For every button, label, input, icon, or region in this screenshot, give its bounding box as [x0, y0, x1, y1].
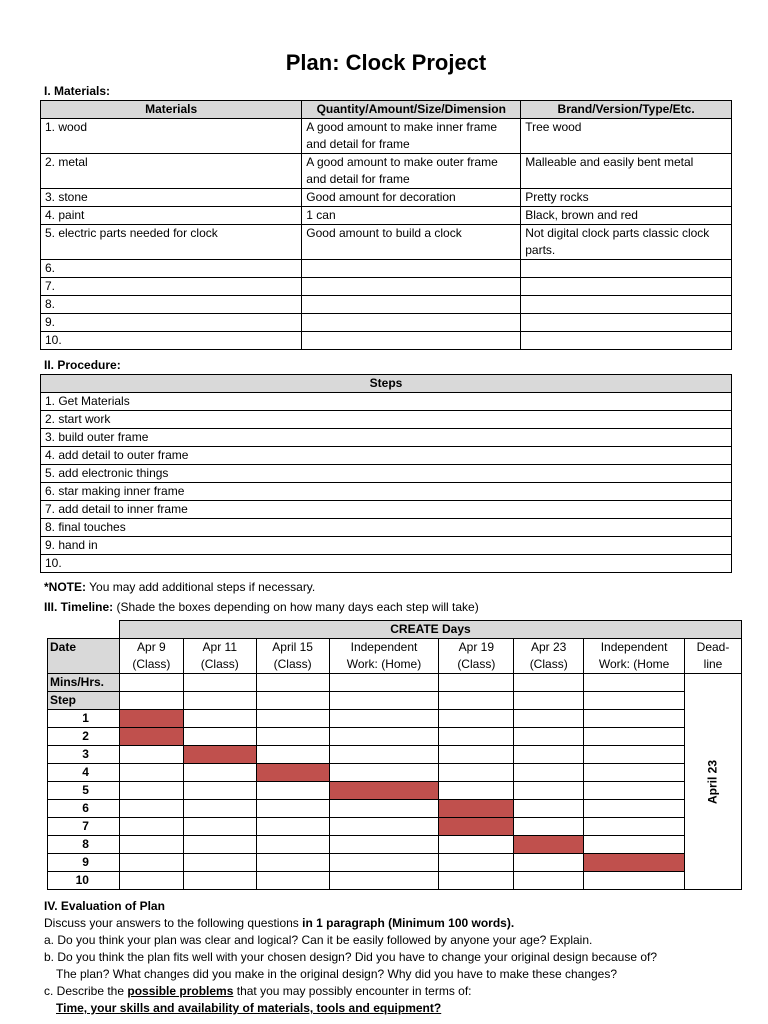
timeline-step-number: 10	[48, 872, 120, 890]
timeline-corner-cell	[48, 621, 120, 639]
materials-cell-brand	[521, 296, 732, 314]
timeline-cell	[584, 746, 685, 764]
timeline-cell	[183, 854, 256, 872]
timeline-shaded-cell	[183, 746, 256, 764]
timeline-cell	[256, 800, 329, 818]
materials-cell-brand: Black, brown and red	[521, 207, 732, 225]
timeline-cell	[183, 782, 256, 800]
materials-cell-brand: Not digital clock parts classic clock parts.	[521, 225, 732, 260]
timeline-step-row	[48, 782, 742, 800]
timeline-step-number: 8	[48, 836, 120, 854]
materials-cell-material: 8.	[41, 296, 302, 314]
materials-row	[41, 314, 732, 332]
timeline-cell	[514, 854, 584, 872]
timeline-cell	[439, 872, 514, 890]
timeline-step-number: 3	[48, 746, 120, 764]
timeline-cell	[329, 674, 439, 692]
evaluation-intro-text: Discuss your answers to the following questions	[44, 916, 303, 930]
procedure-table	[40, 374, 732, 573]
timeline-cell	[256, 710, 329, 728]
date-label: Date	[48, 639, 120, 674]
materials-row	[41, 296, 732, 314]
timeline-cell	[514, 692, 584, 710]
timeline-cell	[329, 692, 439, 710]
create-days-header: CREATE Days	[119, 621, 741, 639]
timeline-cell	[256, 854, 329, 872]
timeline-cell	[584, 764, 685, 782]
timeline-cell	[119, 692, 183, 710]
materials-cell-material: 10.	[41, 332, 302, 350]
timeline-cell	[439, 692, 514, 710]
timeline-heading-instruction: (Shade the boxes depending on how many days each step will take)	[113, 600, 479, 614]
timeline-cell	[119, 818, 183, 836]
timeline-cell	[183, 710, 256, 728]
timeline-step-number: 2	[48, 728, 120, 746]
date-column-line2: (Class)	[273, 657, 312, 671]
timeline-cell	[183, 872, 256, 890]
timeline-table	[47, 620, 742, 890]
timeline-cell	[439, 782, 514, 800]
procedure-heading: II. Procedure:	[44, 358, 121, 372]
timeline-cell	[514, 782, 584, 800]
timeline-cell	[119, 782, 183, 800]
procedure-row	[41, 393, 732, 411]
timeline-cell	[256, 782, 329, 800]
evaluation-section	[44, 898, 732, 1017]
procedure-row	[41, 501, 732, 519]
materials-cell-brand	[521, 332, 732, 350]
timeline-cell	[514, 674, 584, 692]
timeline-cell	[256, 836, 329, 854]
timeline-cell	[183, 836, 256, 854]
document-page	[40, 48, 732, 1017]
date-column-header	[183, 639, 256, 674]
materials-cell-quantity	[302, 314, 521, 332]
date-column-header	[439, 639, 514, 674]
timeline-shaded-cell	[119, 728, 183, 746]
timeline-cell	[514, 746, 584, 764]
timeline-cell	[514, 764, 584, 782]
date-column-header	[584, 639, 685, 674]
timeline-shaded-cell	[329, 782, 439, 800]
procedure-row	[41, 411, 732, 429]
timeline-step-row	[48, 728, 742, 746]
date-column-line2: Work: (Home	[598, 657, 670, 671]
timeline-cell	[584, 872, 685, 890]
procedure-step: 5. add electronic things	[41, 465, 732, 483]
timeline-cell	[256, 692, 329, 710]
timeline-cell	[119, 836, 183, 854]
question-b: b. Do you think the plan fits well with your chosen design? Did you have to change your original design because of?	[44, 950, 658, 964]
procedure-row	[41, 483, 732, 501]
timeline-cell	[329, 854, 439, 872]
materials-cell-brand	[521, 260, 732, 278]
timeline-shaded-cell	[256, 764, 329, 782]
timeline-cell	[329, 818, 439, 836]
timeline-step-row	[48, 836, 742, 854]
materials-cell-quantity	[302, 296, 521, 314]
timeline-cell	[329, 872, 439, 890]
date-column-header	[329, 639, 439, 674]
date-column-header	[256, 639, 329, 674]
materials-cell-material: 7.	[41, 278, 302, 296]
timeline-cell	[256, 728, 329, 746]
timeline-cell	[439, 854, 514, 872]
date-column-line1: Apr 23	[531, 640, 567, 654]
timeline-cell	[439, 746, 514, 764]
timeline-shaded-cell	[514, 836, 584, 854]
procedure-step: 8. final touches	[41, 519, 732, 537]
timeline-cell	[119, 800, 183, 818]
procedure-row	[41, 465, 732, 483]
deadline-line1: Dead-	[696, 640, 730, 654]
deadline-line2: line	[703, 657, 723, 671]
timeline-date-row	[48, 639, 742, 674]
materials-cell-quantity	[302, 332, 521, 350]
materials-row	[41, 225, 732, 260]
question-a: a. Do you think your plan was clear and logical? Can it be easily followed by anyone your age? Explain.	[44, 933, 593, 947]
date-column-line2: (Class)	[132, 657, 171, 671]
timeline-step-row	[48, 710, 742, 728]
materials-row	[41, 332, 732, 350]
materials-cell-quantity	[302, 278, 521, 296]
timeline-cell	[119, 764, 183, 782]
question-c-continued: Time, your skills and availability of materials, tools and equipment?	[56, 1001, 442, 1015]
materials-row	[41, 154, 732, 189]
materials-cell-brand	[521, 314, 732, 332]
procedure-step: 7. add detail to inner frame	[41, 501, 732, 519]
timeline-cell	[183, 800, 256, 818]
procedure-step: 3. build outer frame	[41, 429, 732, 447]
procedure-row	[41, 447, 732, 465]
materials-table	[40, 100, 732, 350]
timeline-step-number: 7	[48, 818, 120, 836]
timeline-table-body	[48, 621, 742, 890]
timeline-cell	[584, 818, 685, 836]
date-column-line2: (Class)	[200, 657, 239, 671]
materials-cell-material: 6.	[41, 260, 302, 278]
materials-row	[41, 207, 732, 225]
timeline-cell	[183, 764, 256, 782]
date-column-line2: (Class)	[529, 657, 568, 671]
note-text: You may add additional steps if necessary.	[86, 580, 316, 594]
materials-cell-quantity	[302, 260, 521, 278]
timeline-step-row	[48, 746, 742, 764]
timeline-step-number: 6	[48, 800, 120, 818]
procedure-row	[41, 537, 732, 555]
timeline-cell	[584, 800, 685, 818]
deadline-cell	[685, 674, 742, 890]
timeline-step-row	[48, 854, 742, 872]
date-column-line1: Apr 9	[137, 640, 166, 654]
materials-cell-quantity: Good amount to build a clock	[302, 225, 521, 260]
timeline-shaded-cell	[584, 854, 685, 872]
timeline-cell	[584, 674, 685, 692]
note	[44, 580, 732, 594]
timeline-cell	[183, 674, 256, 692]
procedure-row	[41, 519, 732, 537]
timeline-mins-row	[48, 674, 742, 692]
question-c-text-end: that you may possibly encounter in terms of:	[233, 984, 472, 998]
timeline-cell	[183, 818, 256, 836]
date-column-line1: Independent	[350, 640, 418, 654]
timeline-step-row	[48, 800, 742, 818]
timeline-step-row	[48, 872, 742, 890]
timeline-step-label-row	[48, 692, 742, 710]
deadline-column-header	[685, 639, 742, 674]
timeline-cell	[584, 782, 685, 800]
timeline-cell	[584, 836, 685, 854]
timeline-cell	[329, 710, 439, 728]
timeline-cell	[329, 728, 439, 746]
procedure-step: 10.	[41, 555, 732, 573]
materials-cell-material: 9.	[41, 314, 302, 332]
procedure-row	[41, 555, 732, 573]
timeline-cell	[119, 872, 183, 890]
materials-cell-material: 2. metal	[41, 154, 302, 189]
timeline-cell	[256, 818, 329, 836]
question-c-text: c. Describe the	[44, 984, 128, 998]
timeline-cell	[439, 836, 514, 854]
date-column-line1: Independent	[600, 640, 668, 654]
materials-cell-material: 1. wood	[41, 119, 302, 154]
timeline-heading	[44, 600, 732, 614]
timeline-cell	[119, 746, 183, 764]
timeline-cell	[256, 872, 329, 890]
timeline-step-row	[48, 764, 742, 782]
timeline-cell	[514, 800, 584, 818]
materials-table-body	[41, 119, 732, 350]
timeline-step-number: 5	[48, 782, 120, 800]
timeline-cell	[183, 692, 256, 710]
materials-cell-brand: Pretty rocks	[521, 189, 732, 207]
step-label: Step	[48, 692, 120, 710]
materials-cell-brand: Tree wood	[521, 119, 732, 154]
evaluation-heading: IV. Evaluation of Plan	[44, 899, 165, 913]
timeline-shaded-cell	[119, 710, 183, 728]
materials-row	[41, 260, 732, 278]
timeline-shaded-cell	[439, 800, 514, 818]
materials-row	[41, 189, 732, 207]
mins-label: Mins/Hrs.	[48, 674, 120, 692]
materials-cell-material: 5. electric parts needed for clock	[41, 225, 302, 260]
question-c-emphasis: possible problems	[127, 984, 234, 998]
timeline-cell	[584, 710, 685, 728]
question-c	[44, 983, 732, 1000]
quantity-col-header: Quantity/Amount/Size/Dimension	[302, 101, 521, 119]
timeline-cell	[439, 674, 514, 692]
timeline-cell	[256, 674, 329, 692]
procedure-step: 2. start work	[41, 411, 732, 429]
materials-cell-quantity: A good amount to make outer frame and detail for frame	[302, 154, 521, 189]
procedure-step: 4. add detail to outer frame	[41, 447, 732, 465]
timeline-cell	[256, 746, 329, 764]
materials-cell-quantity: 1 can	[302, 207, 521, 225]
steps-col-header: Steps	[41, 375, 732, 393]
note-label: *NOTE:	[44, 580, 86, 594]
timeline-step-number: 4	[48, 764, 120, 782]
timeline-cell	[514, 728, 584, 746]
procedure-table-body	[41, 393, 732, 573]
timeline-cell	[584, 728, 685, 746]
timeline-cell	[329, 836, 439, 854]
date-column-header	[514, 639, 584, 674]
materials-cell-material: 4. paint	[41, 207, 302, 225]
question-b-continued: The plan? What changes did you make in the original design? Why did you have to make these changes?	[56, 967, 618, 981]
date-column-line1: Apr 19	[458, 640, 494, 654]
page-title: Plan: Clock Project	[285, 50, 487, 75]
procedure-step: 9. hand in	[41, 537, 732, 555]
deadline-date: April 23	[705, 759, 720, 804]
timeline-step-row	[48, 818, 742, 836]
materials-heading: I. Materials:	[44, 84, 111, 98]
materials-cell-quantity: A good amount to make inner frame and detail for frame	[302, 119, 521, 154]
timeline-cell	[514, 818, 584, 836]
timeline-cell	[329, 800, 439, 818]
materials-row	[41, 278, 732, 296]
timeline-cell	[439, 728, 514, 746]
timeline-cell	[119, 674, 183, 692]
date-column-line2: (Class)	[457, 657, 496, 671]
timeline-cell	[514, 710, 584, 728]
timeline-cell	[329, 764, 439, 782]
timeline-heading-label: III. Timeline:	[44, 600, 114, 614]
materials-cell-quantity: Good amount for decoration	[302, 189, 521, 207]
materials-cell-brand	[521, 278, 732, 296]
materials-col-header: Materials	[41, 101, 302, 119]
procedure-step: 1. Get Materials	[41, 393, 732, 411]
procedure-step: 6. star making inner frame	[41, 483, 732, 501]
timeline-step-number: 9	[48, 854, 120, 872]
timeline-shaded-cell	[439, 818, 514, 836]
date-column-header	[119, 639, 183, 674]
timeline-cell	[183, 728, 256, 746]
procedure-row	[41, 429, 732, 447]
evaluation-intro	[44, 915, 732, 932]
materials-cell-material: 3. stone	[41, 189, 302, 207]
brand-col-header: Brand/Version/Type/Etc.	[521, 101, 732, 119]
timeline-cell	[119, 854, 183, 872]
timeline-cell	[439, 764, 514, 782]
timeline-cell	[329, 746, 439, 764]
date-column-line1: Apr 11	[202, 640, 237, 654]
date-column-line2: Work: (Home)	[346, 657, 422, 671]
materials-row	[41, 119, 732, 154]
timeline-cell	[439, 710, 514, 728]
timeline-step-number: 1	[48, 710, 120, 728]
date-column-line1: April 15	[272, 640, 313, 654]
evaluation-intro-requirement: in 1 paragraph (Minimum 100 words).	[302, 916, 515, 930]
materials-cell-brand: Malleable and easily bent metal	[521, 154, 732, 189]
timeline-cell	[514, 872, 584, 890]
timeline-cell	[584, 692, 685, 710]
